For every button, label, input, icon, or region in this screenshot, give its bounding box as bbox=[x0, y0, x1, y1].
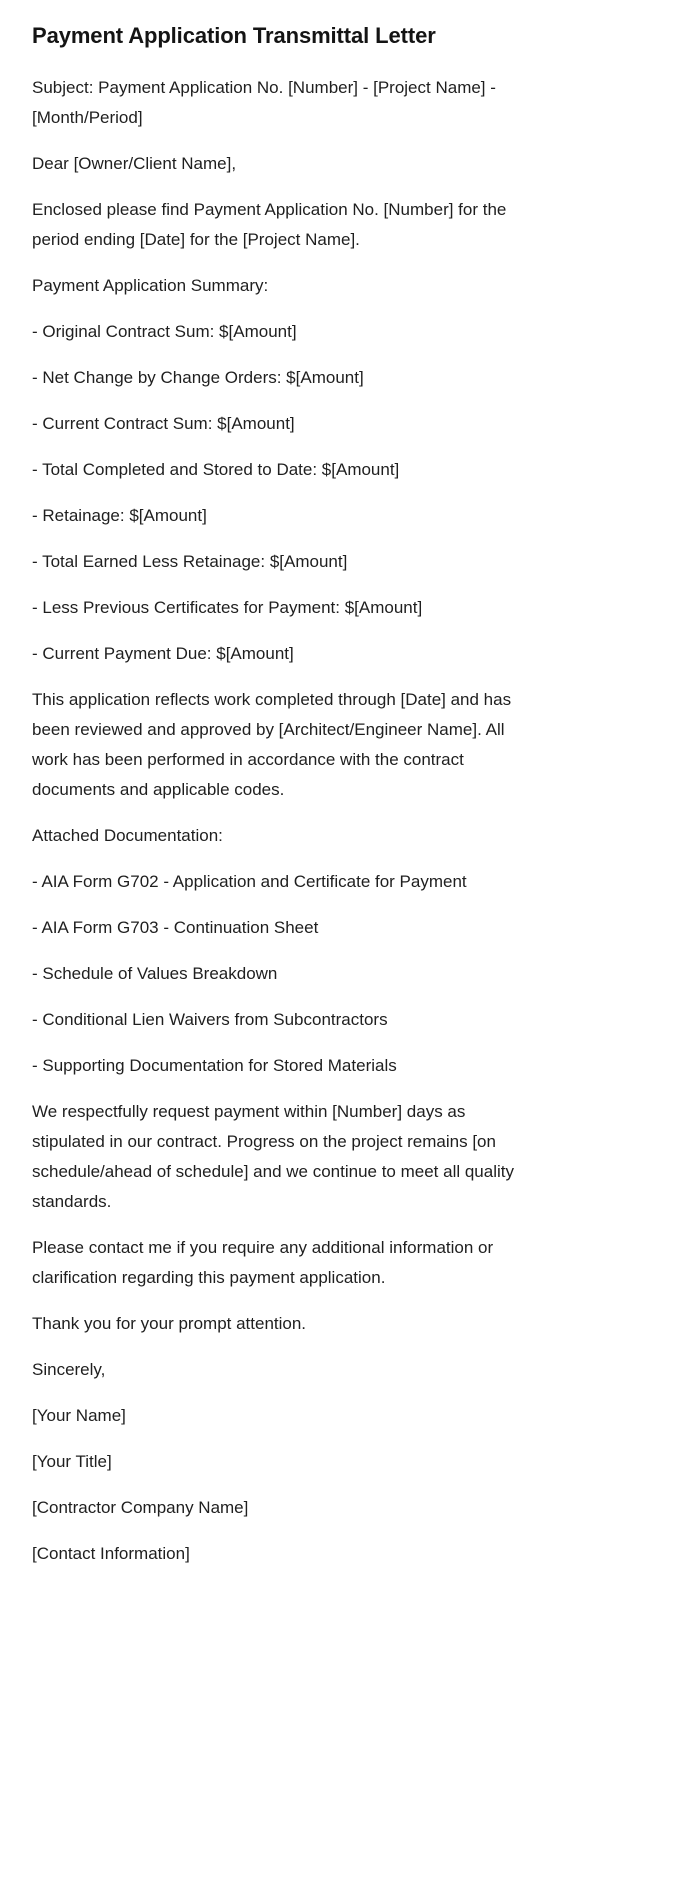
attachments-heading: Attached Documentation: bbox=[32, 825, 223, 845]
list-item: - Less Previous Certificates for Payment: $[Amount] bbox=[32, 597, 423, 617]
payment-summary-list bbox=[32, 317, 700, 669]
summary-heading: Payment Application Summary: bbox=[32, 275, 269, 295]
page-title: Payment Application Transmittal Letter bbox=[32, 23, 436, 48]
attached-documentation-list bbox=[32, 867, 700, 1081]
list-item: - Original Contract Sum: $[Amount] bbox=[32, 321, 297, 341]
thanks-paragraph: Thank you for your prompt attention. bbox=[32, 1313, 307, 1333]
contact-paragraph: Please contact me if you require any additional information or clarification regarding this payment application. bbox=[32, 1237, 494, 1287]
signature-name: [Your Name] bbox=[32, 1405, 126, 1425]
list-item: - AIA Form G703 - Continuation Sheet bbox=[32, 917, 319, 937]
signature-contact: [Contact Information] bbox=[32, 1543, 190, 1563]
signature-company: [Contractor Company Name] bbox=[32, 1497, 249, 1517]
subject-line: Subject: Payment Application No. [Number] - [Project Name] - [Month/Period] bbox=[32, 77, 496, 127]
list-item: - Conditional Lien Waivers from Subcontractors bbox=[32, 1009, 388, 1029]
list-item: - Net Change by Change Orders: $[Amount] bbox=[32, 367, 364, 387]
list-item: - Current Contract Sum: $[Amount] bbox=[32, 413, 295, 433]
list-item: - AIA Form G702 - Application and Certificate for Payment bbox=[32, 871, 467, 891]
list-item: - Retainage: $[Amount] bbox=[32, 505, 207, 525]
review-paragraph: This application reflects work completed through [Date] and has been reviewed and approved by [Architect/Engineer Name]. All work has been performed in accordance with the contract documents and applicable codes. bbox=[32, 689, 512, 799]
signature-title: [Your Title] bbox=[32, 1451, 112, 1471]
intro-paragraph: Enclosed please find Payment Application No. [Number] for the period ending [Date] for the [Project Name]. bbox=[32, 199, 507, 249]
list-item: - Schedule of Values Breakdown bbox=[32, 963, 278, 983]
list-item: - Current Payment Due: $[Amount] bbox=[32, 643, 294, 663]
signature-block bbox=[32, 1401, 700, 1569]
salutation: Dear [Owner/Client Name], bbox=[32, 153, 237, 173]
list-item: - Total Completed and Stored to Date: $[Amount] bbox=[32, 459, 400, 479]
closing-line: Sincerely, bbox=[32, 1359, 106, 1379]
list-item: - Total Earned Less Retainage: $[Amount] bbox=[32, 551, 348, 571]
request-paragraph: We respectfully request payment within [Number] days as stipulated in our contract. Progress on the project remains [on schedule/ahead of schedule] and we continue to meet all quality standards. bbox=[32, 1101, 514, 1211]
list-item: - Supporting Documentation for Stored Materials bbox=[32, 1055, 397, 1075]
